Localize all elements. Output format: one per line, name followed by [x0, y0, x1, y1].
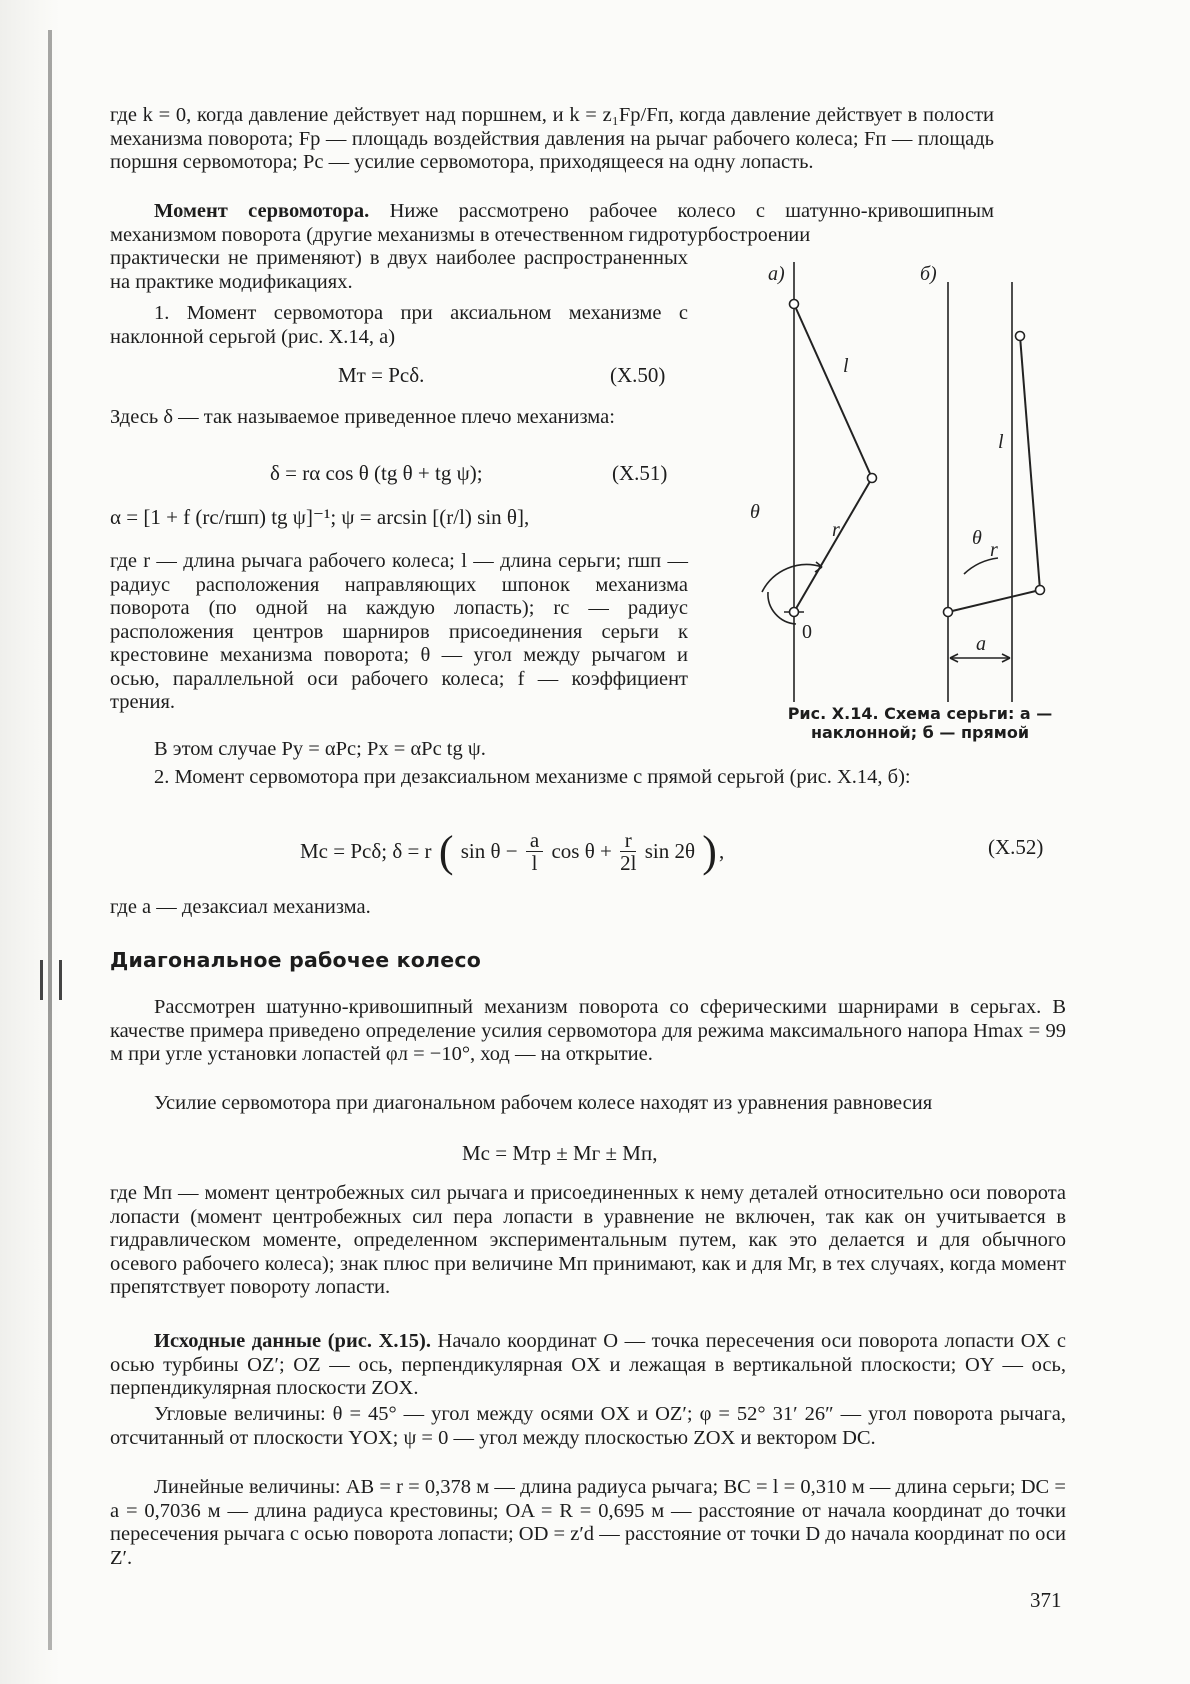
paragraph-centrifugal-moment: где Mп — момент центробежных сил рычага и присоединенных к нему деталей относительно оси поворота лопасти (момент центробежных сил пера лопасти в уравнение не включен, так как он учитывается в гидравлическом моменте, определенном экспериментальным путем, как это делается и для обычного осевого рабочего колеса); знак плюс при величине Mп принимают, как и для Mг, в тех случаях, когда момент препятствует повороту лопасти. — [110, 1182, 1066, 1298]
intro-text-wide: Ниже рассмотрено рабочее колесо с шатунно-кривошипным механизмом поворота (другие механизмы в отечественном гидротурбостроении — [110, 200, 994, 246]
paragraph-initial-data — [110, 1330, 1066, 1401]
link-l-a — [794, 304, 872, 478]
figure-label-a: а) — [768, 263, 785, 285]
equation-x50: Mт = Pсδ. — [338, 363, 425, 387]
paragraph-servomotor-moment-intro — [110, 200, 994, 247]
fraction-r-numerator: r — [620, 829, 636, 852]
equation-moment-balance: Mс = Mтр ± Mг ± Mп, — [462, 1141, 658, 1165]
fraction-a-over-l — [526, 829, 543, 874]
x52-sin2-term: sin 2θ — [644, 839, 696, 863]
joint-end-b — [1036, 586, 1045, 595]
left-paren-glyph: ( — [438, 827, 454, 876]
joint-pivot-b — [944, 608, 953, 617]
label-a-b: a — [976, 633, 986, 655]
fraction-r-over-2l — [620, 829, 636, 874]
label-r-b: r — [990, 539, 998, 561]
paragraph-linear-values: Линейные величины: AB = r = 0,378 м — длина радиуса рычага; BC = l = 0,310 м — длина серьги; DC = a = 0,7036 м — длина радиуса крестовины; OA = R = 0,695 м — расстояние от начала координат до точки пересечения рычага с осью поворота лопасти; OD = z′d — расстояние от точки D до начала координат по оси Z′. — [110, 1476, 1066, 1569]
equation-number-x52: (X.52) — [988, 835, 1044, 859]
caption-line-2: наклонной; б — прямой — [810, 723, 1030, 742]
run-in-heading-servomotor-moment: Момент сервомотора. — [154, 200, 370, 222]
joint-knee-a — [868, 474, 877, 483]
x52-cos-term: cos θ + — [551, 839, 612, 863]
equation-x52 — [300, 829, 724, 874]
fraction-a-numerator: a — [526, 829, 543, 852]
paragraph-symbols-definitions: где r — длина рычага рабочего колеса; l — длина серьги; rшп — радиус расположения направляющих шпонок механизма поворота (по одной на каждую лопасть); rс — радиус расположения центров шарниров присоединения серьги к крестовине механизма поворота; θ — угол между рычагом и осью, параллельной оси рабочего колеса; f — коэффициент трения. — [110, 550, 688, 713]
lever-r-b — [948, 590, 1040, 612]
lever-r-a — [794, 478, 872, 612]
binding-edge — [48, 30, 52, 1650]
caption-line-1: Рис. X.14. Схема серьги: а — — [787, 704, 1053, 723]
label-l-a: l — [843, 355, 849, 377]
figure-x14-link-schemes — [740, 262, 1080, 702]
label-origin-a: 0 — [802, 621, 812, 643]
figure-label-b: б) — [920, 263, 937, 285]
label-l-b: l — [998, 431, 1004, 453]
section-heading-diagonal-runner: Диагональное рабочее колесо — [110, 948, 481, 972]
joint-top-b — [1016, 332, 1025, 341]
paragraph-forces-case: В этом случае Py = αPс; Px = αPс tg ψ. — [154, 738, 486, 760]
paragraph-equilibrium-intro: Усилие сервомотора при диагональном рабочем колесе находят из уравнения равновесия — [154, 1092, 933, 1114]
label-r-a: r — [832, 519, 840, 541]
run-in-heading-initial-data: Исходные данные (рис. X.15). — [154, 1330, 431, 1352]
paragraph-axial-mechanism: 1. Момент сервомотора при аксиальном механизме с наклонной серьгой (рис. X.14, а) — [110, 302, 688, 348]
equation-number-x50: (X.50) — [610, 363, 666, 387]
paragraph-angular-values: Угловые величины: θ = 45° — угол между осями OX и OZ′; φ = 52° 31′ 26″ — угол поворота рычага, отсчитанный от плоскости YOX; ψ = 0 — угол между плоскостью ZOX и вектором DC. — [110, 1403, 1066, 1449]
paragraph-servomotor-moment-intro-cont: практически не применяют) в двух наиболее распространенных на практике модификациях. — [110, 247, 688, 293]
figure-caption-x14 — [770, 704, 1070, 742]
binding-mark — [40, 960, 62, 1000]
label-theta-a: θ — [750, 501, 760, 523]
fraction-r-denominator: 2l — [620, 851, 637, 875]
paragraph-diagonal-mechanism: Рассмотрен шатунно-кривошипный механизм поворота со сферическими шарнирами в серьгах. В качестве примера приведено определение усилия сервомотора для режима максимального напора Hmax = 99 м при угле установки лопастей φл = −10°, ход — на открытие. — [110, 996, 1066, 1065]
equation-x51-alpha-psi: α = [1 + f (rс/rшп) tg ψ]⁻¹; ψ = arcsin [(r/l) sin θ], — [110, 505, 530, 529]
x52-sin-term: sin θ − — [460, 839, 518, 863]
label-theta-b: θ — [972, 527, 982, 549]
page-number: 371 — [1030, 1588, 1062, 1612]
initial-data-text: Начало координат O — точка пересечения оси поворота лопасти OX с осью турбины OZ′; OZ — ось, перпендикулярная OX и лежащая в вертикальной плоскости; OY — ось, перпендикулярная плоскости ZOX. — [110, 1330, 1067, 1399]
joint-top-a — [790, 300, 799, 309]
paragraph-reduced-arm: Здесь δ — так называемое приведенное плечо механизма: — [110, 406, 615, 428]
x52-comma: , — [718, 839, 725, 863]
right-paren-glyph: ) — [702, 827, 717, 876]
paragraph-desaxial-definition: где a — дезаксиал механизма. — [110, 896, 371, 918]
joint-origin-a — [790, 608, 799, 617]
paragraph-desaxial-mechanism: 2. Момент сервомотора при дезаксиальном механизме с прямой серьгой (рис. X.14, б): — [154, 766, 911, 788]
equation-number-x51: (X.51) — [612, 461, 668, 485]
link-l-b — [1020, 336, 1040, 590]
x52-left: Mс = Pсδ; δ = r — [300, 839, 432, 863]
paragraph-servomotor-force-definitions: где k = 0, когда давление действует над поршнем, и k = z₁Fр/Fп, когда давление действует в полости механизма поворота; Fр — площадь воздействия давления на рычаг рабочего колеса; Fп — площадь поршня сервомотора; Pс — усилие сервомотора, приходящееся на одну лопасть. — [110, 104, 994, 173]
fraction-a-denominator: l — [531, 851, 538, 875]
equation-x51: δ = rα cos θ (tg θ + tg ψ); — [270, 461, 483, 485]
